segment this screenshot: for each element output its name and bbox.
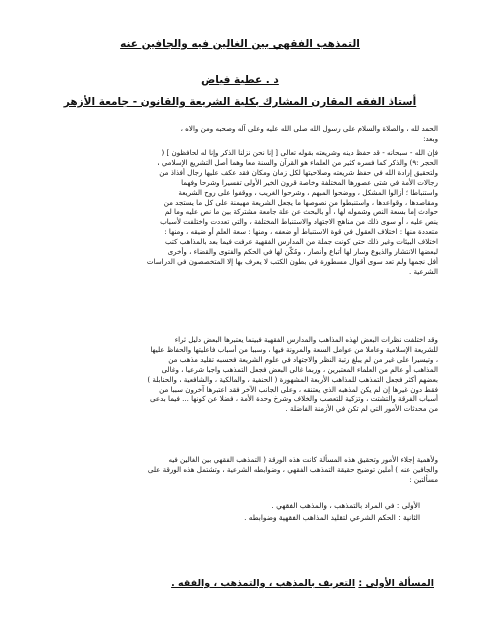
opening-paragraph — [42, 124, 438, 144]
text-line: ينص عليه ، أو سوى ذلك من مناهج الاجتهاد والاستنباط المختلفة ، والتي تعددت واختلفت لأسباب — [160, 217, 438, 227]
text-line: والجافين عنه ) أملين توضيح حقيقة التمذهب الفقهي ، وضوابطه الشرعية ، وتشتمل هذه الورقة على — [147, 464, 438, 474]
section-label: المسألة الأولى : — [358, 578, 434, 589]
text-line: أسباب الفرقة والتشتت ، وتزكية للتعصب والخلاف وشرخ وحدة الأمة ، فضلا عن كونها ... فيما بدعى — [149, 394, 438, 404]
text-line: وقد اختلفت نظرات البعض لهذه المذاهب والمدارس الفقهية فبينما يعتبرها البعض دليل ثراء — [174, 335, 438, 344]
text-line: بعضهم أكثر فجعل التمذهب للمذاهب الأربعة المشهورة ( الحنفية ، والمالكية ، والشافعية ، والحنابلة ) — [147, 374, 438, 384]
text-line: ولأهمية إجلاء الأمور وتحقيق هذه المسألة كانت هذه الورقة ( التمذهب الفقهي بين الغالين فيه — [168, 455, 438, 464]
text-line: واستنباطا ؛ أزالوا المشكل ، ووضحوا المبهم ، وشرحوا الغريب ، ووقفوا على روح الشريعة — [178, 187, 438, 197]
text-line: ولتحقيق إرادة الله في حفظ شريعته وصلاحيتها لكل زمان ومكان فقد عكف عليها رجال أفذاذ من — [159, 167, 438, 177]
text-line: الشرعية . — [408, 266, 438, 276]
issues-list — [42, 500, 420, 524]
text-line: اختلاف البيئات وغير ذلك حتى كونت جملة من المدارس الفقهية عرفت فيما بعد بالمذاهب كتب — [164, 237, 438, 247]
section-text: التعريف بالمذهب ، والتمذهب ، والفقه . — [171, 578, 356, 589]
text-line: ومقاصدها ، وقواعدها ، واستنبطوا من نصوصها ما يجعل الشريعة مهيمنة على كل ما يستجد من — [163, 197, 438, 207]
text-line: فإن الله - سبحانه - قد حفظ دينه وشريعته بقوله تعالى [ إنا نحن نزلنا الذكر وإنا له لحافظون ] ( — [161, 148, 438, 157]
paragraph-2 — [42, 335, 438, 414]
paragraph-1 — [42, 148, 438, 277]
text-line: للشريعة الإسلامية وعاملا من عوامل السعة والمرونة فيها ، وسببا من أسباب فاعليتها والحفاظ عليها — [150, 344, 438, 354]
text-line: المذاهب أو عالم من العلماء المعتبرين ، وربما غالى البعض فجعل التمذهب واجبا شرعيا ، وغالى — [161, 364, 438, 374]
text-line: ، وتيسيرا على غير من لم يبلغ رتبة النظر والاجتهاد في علوم الشريعة فحسبه تقليد مذهب من — [168, 354, 438, 364]
text-line: رجالات الأمة في شتى عصورها المختلفة وخاصة قرون الخير الأولى تفسيرا وشرحا وفهما — [181, 177, 438, 187]
text-line: متعددة منها : اختلاف العقول في قوة الاستنباط أو ضعفه ، ومنها : سعة العلم أو ضيقه ، ومنها : — [164, 227, 438, 237]
paragraph-3 — [42, 455, 438, 485]
text-line: الحجر :٩) والذكر كما فسره كثير من العلماء هو القرآن والسنة معا وهما أصل التشريع الإسلامي ، — [157, 157, 438, 167]
text-line: لبعضها الانتشار والذيوع وسار لها أتباع وأنصار ، ومُكّن لها في الحكم والفتوى والقضاء ، وأخرى — [167, 247, 438, 257]
text-line: وبعد: — [423, 133, 438, 143]
text-line: فقط دون غيرها إن لم يكن لمذهبه الذي يعتنقه ، وعلى الجانب الآخر فقد اعتبرها آخرون سببا من — [159, 384, 438, 394]
text-line: الحمد لله ، والصلاة والسلام على رسول الله صلى الله عليه وعلى آله وصحبه ومن والاه ، — [180, 124, 438, 133]
text-line: من محدثات الأمور التي لم تكن في الأزمنة الفاضلة . — [285, 404, 438, 414]
list-item: الثانية : الحكم الشرعي لتقليد المذاهب الفقهية وضوابطه . — [244, 513, 420, 522]
list-item: الأولى : في المراد بالتمذهب ، والمذهب الفقهي . — [271, 501, 420, 510]
author-affiliation: أستاذ الفقه المقارن المشارك بكلية الشريعة والقانون - جامعة الأزهر — [63, 96, 417, 108]
text-line: مسألتين : — [409, 474, 438, 484]
text-line: أفل نجمها ولم تعد سوى أقوال مسطورة في بطون الكتب لا يعرف بها إلا المتخصصون في الدراسات — [146, 256, 438, 266]
section-heading — [171, 578, 434, 589]
text-line: حوادث إما بسعة النص وشموله لها ، أو بالبحث عن علة جامعة مشتركة بين ما نص عليه وما لم — [164, 207, 438, 217]
author-name: د . عطية فياض — [201, 74, 279, 86]
document-title: التمذهب الفقهي بين الغالين فيه والجافين عنه — [120, 38, 360, 50]
